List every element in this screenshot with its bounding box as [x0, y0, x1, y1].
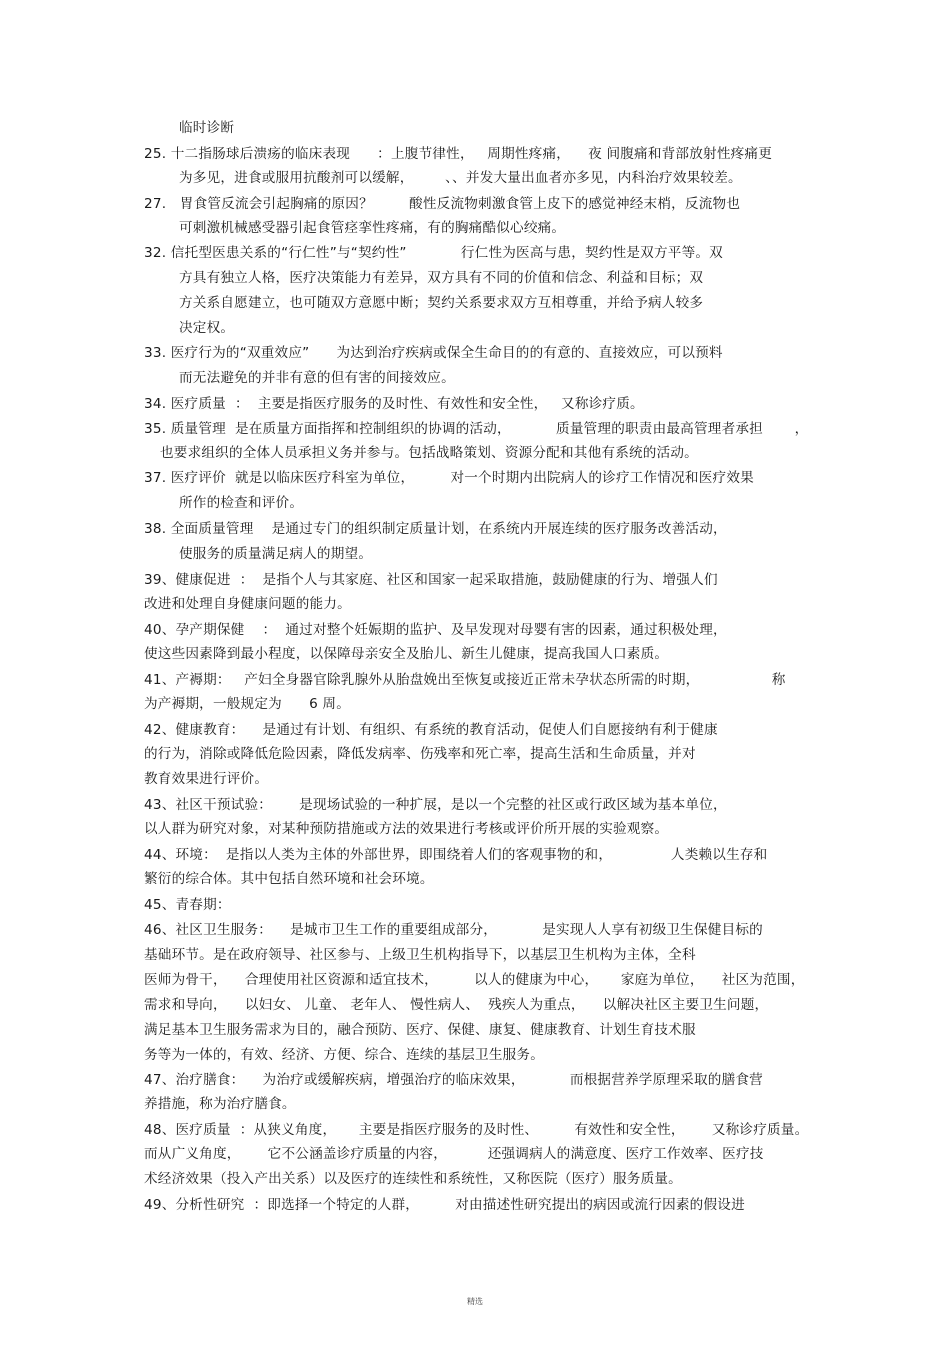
text-line: 41、产褥期： 产妇全身器官除乳腺外从胎盘娩出至恢复或接近正常未孕状态所需的时期， 称	[144, 672, 786, 688]
text-line: 25. 十二指肠球后溃疡的临床表现 ：上腹节律性， 周期性疼痛， 夜 间腹痛和背部放射性疼痛更	[144, 146, 772, 162]
text-line: 决定权。	[179, 320, 235, 336]
text-line: 38. 全面质量管理 是通过专门的组织制定质量计划，在系统内开展连续的医疗服务改善活动，	[144, 521, 727, 537]
text-line: 教育效果进行评价。	[144, 771, 269, 787]
text-line: 48、医疗质量 ：从狭义角度， 主要是指医疗服务的及时性、 有效性和安全性， 又称诊疗质量。	[144, 1122, 809, 1138]
text-line: 使服务的质量满足病人的期望。	[179, 546, 373, 562]
text-line: 的行为，消除或降低危险因素，降低发病率、伤残率和死亡率，提高生活和生命质量，并对	[144, 746, 696, 762]
text-line: 方具有独立人格，医疗决策能力有差异，双方具有不同的价值和信念、利益和目标；双	[179, 270, 704, 286]
text-line: 所作的检查和评价。	[179, 495, 304, 511]
text-line: 需求和导向， 以妇女、 儿童、 老年人、 慢性病人、 残疾人为重点， 以解决社区主要卫生问题，	[144, 997, 769, 1013]
text-line: 44、环境： 是指以人类为主体的外部世界，即围绕着人们的客观事物的和， 人类赖以生存和	[144, 847, 768, 863]
text-line: 基础环节。是在政府领导、社区参与、上级卫生机构指导下，以基层卫生机构为主体，全科	[144, 947, 696, 963]
text-line: 37. 医疗评价 就是以临床医疗科室为单位， 对一个时期内出院病人的诊疗工作情况和医疗效果	[144, 470, 754, 486]
text-line: 34. 医疗质量 ： 主要是指医疗服务的及时性、有效性和安全性， 又称诊疗质。	[144, 396, 644, 412]
text-line: 满足基本卫生服务需求为目的，融合预防、医疗、保健、康复、健康教育、计划生育技术服	[144, 1022, 696, 1038]
text-line: 方关系自愿建立，也可随双方意愿中断；契约关系要求双方互相尊重，并给予病人较多	[179, 295, 704, 311]
text-line: 49、分析性研究 ：即选择一个特定的人群， 对由描述性研究提出的病因或流行因素的假设进	[144, 1197, 745, 1213]
text-line: 繁衍的综合体。其中包括自然环境和社会环境。	[144, 871, 434, 887]
text-line: 以人群为研究对象，对某种预防措施或方法的效果进行考核或评价所开展的实验观察。	[144, 821, 669, 837]
text-line: 临时诊断	[179, 120, 235, 136]
text-line: 45、青春期：	[144, 897, 231, 913]
text-line: 务等为一体的，有效、经济、方便、综合、连续的基层卫生服务。	[144, 1047, 545, 1063]
text-line: 35. 质量管理 是在质量方面指挥和控制组织的协调的活动， 质量管理的职责由最高管理者承担 ，	[144, 421, 809, 437]
text-line: 也要求组织的全体人员承担义务并参与。包括战略策划、资源分配和其他有系统的活动。	[160, 445, 698, 461]
text-line: 可刺激机械感受器引起食管痉挛性疼痛，有的胸痛酷似心绞痛。	[179, 220, 566, 236]
text-line: 42、健康教育： 是通过有计划、有组织、有系统的教育活动，促使人们自愿接纳有利于健康	[144, 722, 718, 738]
text-line: 使这些因素降到最小程度，以保障母亲安全及胎儿、新生儿健康，提高我国人口素质。	[144, 646, 669, 662]
page-footer: 精选	[467, 1297, 483, 1306]
text-line: 46、社区卫生服务： 是城市卫生工作的重要组成部分， 是实现人人享有初级卫生保健目标的	[144, 922, 763, 938]
text-line: 47、治疗膳食： 为治疗或缓解疾病，增强治疗的临床效果， 而根据营养学原理采取的膳食营	[144, 1072, 763, 1088]
text-line: 为多见，进食或服用抗酸剂可以缓解， 、、并发大量出血者亦多见，内科治疗效果较差。	[179, 170, 742, 186]
text-line: 39、健康促进 ： 是指个人与其家庭、社区和国家一起采取措施，鼓励健康的行为、增强人们	[144, 572, 718, 588]
text-line: 养措施，称为治疗膳食。	[144, 1096, 296, 1112]
text-line: 为产褥期，一般规定为 6 周。	[144, 696, 351, 712]
text-line: 术经济效果（投入产出关系）以及医疗的连续性和系统性，又称医院（医疗）服务质量。	[144, 1171, 682, 1187]
text-line: 改进和处理自身健康问题的能力。	[144, 596, 351, 612]
text-line: 而无法避免的并非有意的但有害的间接效应。	[179, 370, 455, 386]
text-line: 医师为骨干， 合理使用社区资源和适宜技术， 以人的健康为中心， 家庭为单位， 社区为范围，	[144, 972, 805, 988]
text-line: 40、孕产期保健 ： 通过对整个妊娠期的监护、及早发现对母婴有害的因素，通过积极处理，	[144, 622, 727, 638]
text-line: 43、社区干预试验： 是现场试验的一种扩展，是以一个完整的社区或行政区域为基本单位，	[144, 797, 727, 813]
text-line: 而从广义角度， 它不公涵盖诊疗质量的内容， 还强调病人的满意度、医疗工作效率、医疗技	[144, 1146, 764, 1162]
text-line: 27. 胃食管反流会引起胸痛的原因？ 酸性反流物刺激食管上皮下的感觉神经末梢，反流物也	[144, 196, 741, 212]
text-line: 32. 信托型医患关系的“行仁性”与“契约性” 行仁性为医高与患，契约性是双方平等。双	[144, 245, 723, 261]
text-line: 33. 医疗行为的“双重效应” 为达到治疗疾病或保全生命目的的有意的、直接效应，可以预料	[144, 345, 723, 361]
